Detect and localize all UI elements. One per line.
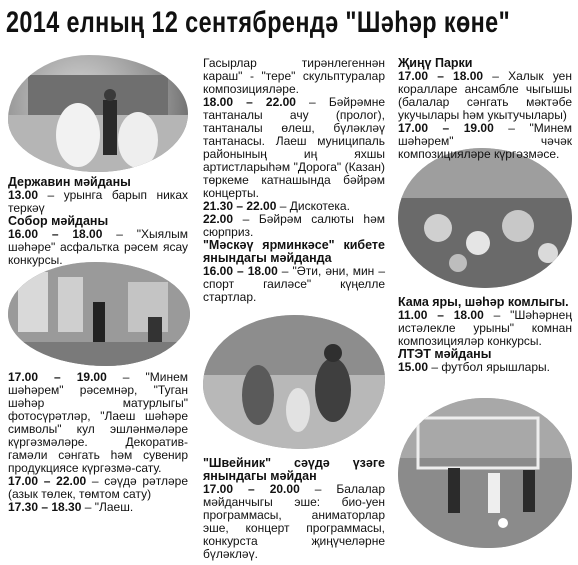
column-3-middle <box>398 296 572 374</box>
football-photo <box>398 398 572 548</box>
place-kama-shore: Кама яры, шәһәр комлыгы. <box>398 295 569 309</box>
event-item: 16.00 – 18.00 – "Хыялым шәһәре" асфальтка рәсем ясау конкурсы. <box>8 227 189 267</box>
event-item: 17.00 – 18.00 – Халык уен коралларе ансамбле чыгышы (балалар сәнгать мәктәбе укучылары һәм укытучылары) <box>398 69 572 122</box>
column-2 <box>203 57 385 304</box>
flowers-photo <box>398 148 572 288</box>
column-1 <box>8 176 188 267</box>
place-derzhavin: Державин мәйданы <box>8 175 131 189</box>
event-item: 16.00 – 18.00 – "Әти, әни, мин – спорт гаиләсе" күңелле стартлар. <box>203 264 385 304</box>
headline: 2014 елның 12 сентябрендә "Шәһәр көне" <box>6 6 511 39</box>
column-2-lower <box>203 457 385 561</box>
place-victory-park: Җиңү Парки <box>398 56 473 70</box>
place-ltet: ЛТЭТ мәйданы <box>398 347 492 361</box>
column-3 <box>398 57 572 161</box>
event-item: 17.00 – 19.00 – "Минем шәһәрем" чәчәк композицияләре күргәзмәсе. <box>398 121 572 161</box>
event-item: 18.00 – 22.00 – Бәйрәмне тантаналы ачу (пролог), тантаналы өлеш, бүләкләү тантанасы. Лаеш муниципаль районының иң яхшы артистларыһәм "Дорога" (Казан) төркеме катнашында бәйрәм концерты. <box>203 95 385 200</box>
event-item: 17.00 – 22.00 – сәүдә рәтләре (азык төлек, төмтом сату) <box>8 474 188 501</box>
place-shveynik: "Швейник" сәүдә үзәге янындагы мәйдан <box>203 456 385 483</box>
place-moscow-fair: "Мәскәү ярминкәсе" кибете янындагы мәйданда <box>203 238 385 265</box>
column-1-lower <box>8 371 188 514</box>
place-sobor: Собор мәйданы <box>8 214 109 228</box>
event-item: Гасырлар тирәнлегеннән караш" - "тере" скульптуралар композицияләре. <box>203 56 385 96</box>
event-item: 15.00 – футбол ярышлары. <box>398 360 550 374</box>
event-item: 17.00 – 20.00 – Балалар мәйданчыгы эше: био-уен программасы, аниматорлар эше, концерт программасы, конкурста җиңүчеләрне бүләкләү. <box>203 482 386 561</box>
event-item: 17.00 – 19.00 – "Минем шәһәрем" рәсемнәр, "Туган шәһәр матурлыгы" фотосүрәтләр, "Лаеш шәһәре символы" кул эшләнмәләре күргәзмәләре. Декоратив-гамәли сәнгать һәм сувенир продукциясе күргәзмә-сату. <box>8 370 188 475</box>
wedding-photo <box>8 55 188 172</box>
exhibition-photo <box>8 262 190 366</box>
event-item: 22.00 – Бәйрәм салюты һәм сюрприз. <box>203 212 385 239</box>
event-item: 13.00 – урынга барып никах теркәү <box>8 188 188 215</box>
event-item: 17.30 – 18.30 – "Лаеш. <box>8 500 134 514</box>
event-item: 21.30 – 22.00 – Дискотека. <box>203 199 350 213</box>
event-item: 11.00 – 18.00 – "Шәһәрнең истәлекле урыны" комнан композицияләр конкурсы. <box>398 308 572 348</box>
family-sport-photo <box>203 315 385 449</box>
